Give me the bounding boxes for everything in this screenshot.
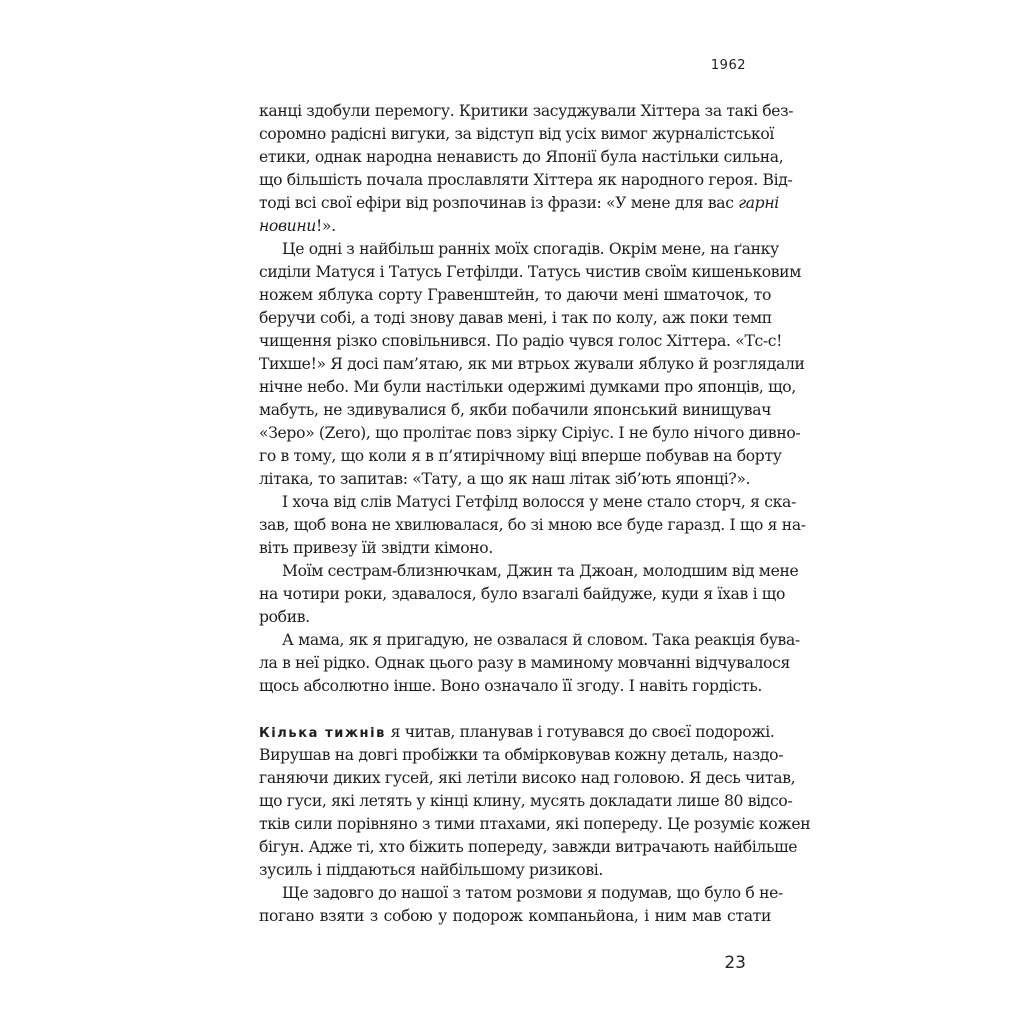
- text-line: Вирушав на довгі пробіжки та обмірковував кожну деталь, наздо-: [259, 746, 784, 764]
- text-span: я читав, планував і готувався до своєї подорожі.: [386, 723, 775, 741]
- text-line: беручи собі, а тоді знову давав мені, і так по колу, аж поки темп: [259, 309, 772, 327]
- text-line: [259, 215, 771, 238]
- text-line: тків сили порівняно з тими птахами, які попереду. Це розуміє кожен: [259, 815, 811, 833]
- running-head: 1962: [710, 58, 746, 73]
- text-line: що більшість почала прославляти Хіттера як народного героя. Від-: [259, 171, 793, 189]
- text-span: тоді всі свої ефіри від розпочинав із фрази: «У мене для вас: [259, 194, 739, 212]
- text-line: А мама, як я пригадую, не озвалася й словом. Така реакція бува-: [282, 631, 800, 649]
- text-line: на чотири роки, здавалося, було взагалі байдуже, куди я їхав і що: [259, 585, 785, 603]
- text-line: сиділи Матуся і Татусь Гетфілди. Татусь чистив своїм кишеньковим: [259, 263, 802, 281]
- text-line: Це одні з найбільш ранніх моїх спогадів. Окрім мене, на ґанку: [282, 240, 779, 258]
- text-line: нічне небо. Ми були настільки одержимі думками про японців, що,: [259, 378, 796, 396]
- text-line: робив.: [259, 608, 310, 626]
- text-line: І хоча від слів Матусі Гетфілд волосся у мене стало сторч, я ска-: [282, 493, 796, 511]
- text-line: Тихше!» Я досі пам’ятаю, як ми втрьох жували яблуко й розглядали: [259, 355, 805, 373]
- text-line: ножем яблука сорту Гравенштейн, то даючи мені шматочок, то: [259, 286, 771, 304]
- page-number: 23: [724, 953, 746, 973]
- text-line: віть привезу їй звідти кімоно.: [259, 539, 493, 557]
- text-line: [259, 192, 779, 215]
- text-line: соромно радісні вигуки, за відступ від усіх вимог журналістської: [259, 125, 775, 143]
- text-line: погано взяти з собою у подорож компаньйона, і ним мав стати: [259, 907, 771, 925]
- text-line: «Зеро» (Zero), що пролітає повз зірку Сіріус. І не було нічого дивно-: [259, 424, 801, 442]
- text-line: Моїм сестрам-близнючкам, Джин та Джоан, молодшим від мене: [282, 562, 799, 580]
- text-line: етики, однак народна ненависть до Японії була настільки сильна,: [259, 148, 784, 166]
- text-line: ганяючи диких гусей, які летіли високо над головою. Я десь читав,: [259, 769, 796, 787]
- italic-emphasis: новини: [259, 217, 316, 235]
- text-line: зусиль і піддаються найбільшому ризикові.: [259, 861, 603, 879]
- text-line: літака, то запитав: «Тату, а що як наш літак зіб’ють японці?».: [259, 470, 751, 488]
- text-line: бігун. Адже ті, хто біжить попереду, завжди витрачають найбільше: [259, 838, 798, 856]
- text-line: зав, щоб вона не хвилювалася, бо зі мною все буде гаразд. І що я на-: [259, 516, 806, 534]
- text-line: Ще задовго до нашої з татом розмови я подумав, що було б не-: [282, 884, 783, 902]
- text-line: що гуси, які летять у кінці клину, мусять докладати лише 80 відсо-: [259, 792, 793, 810]
- text-line: мабуть, не здивувалися б, якби побачили японський винищувач: [259, 401, 772, 419]
- section-lead-in: Кілька тижнів: [259, 726, 386, 741]
- italic-emphasis: гарні: [738, 194, 779, 212]
- text-line: канці здобули перемогу. Критики засуджували Хіттера за такі без-: [259, 102, 794, 120]
- text-line: [259, 721, 775, 744]
- text-line: щось абсолютно інше. Воно означало її згоду. І навіть гордість.: [259, 677, 762, 695]
- text-line: ла в неї рідко. Однак цього разу в маминому мовчанні відчувалося: [259, 654, 790, 672]
- text-line: го в тому, що коли я в п’ятирічному віці вперше побував на борту: [259, 447, 782, 465]
- text-span: !».: [316, 217, 336, 235]
- text-line: чищення різко сповільнився. По радіо чувся голос Хіттера. «Тс-с!: [259, 332, 783, 350]
